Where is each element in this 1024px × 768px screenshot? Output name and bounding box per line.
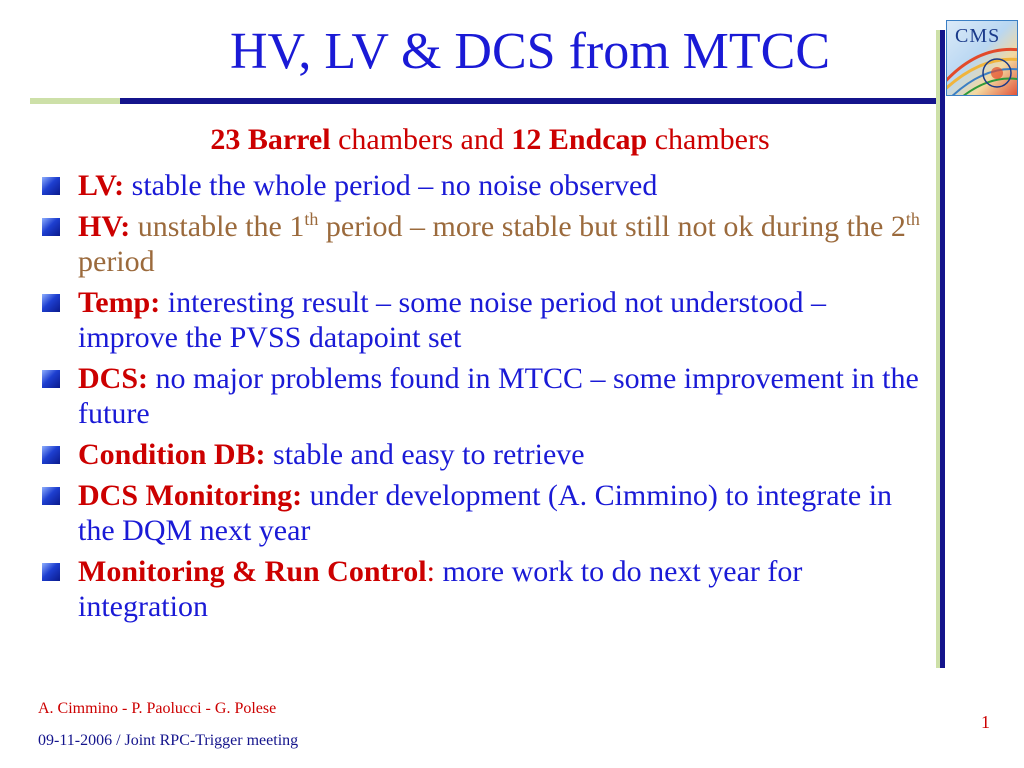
hv-text-part: period – more stable but still not ok during the 2 <box>318 210 906 243</box>
bullet-label: Monitoring & Run Control <box>78 555 427 588</box>
page-number: 1 <box>981 712 990 732</box>
bullet-item-dcs <box>40 361 930 431</box>
blue-square-bullet-icon <box>42 218 60 236</box>
side-rule <box>940 30 945 668</box>
bullet-label: DCS Monitoring: <box>78 479 303 512</box>
slide-title: HV, LV & DCS from MTCC <box>229 23 831 80</box>
superscript: th <box>304 209 319 229</box>
bullet-text: interesting result – some noise period not understood – improve the PVSS datapoint set <box>78 286 826 354</box>
bullet-text <box>78 210 920 278</box>
subhead-mid: chambers and <box>330 123 512 156</box>
bullet-label: Condition DB: <box>78 438 266 471</box>
bullet-text: under development (A. Cimmino) to integrate in the DQM next year <box>78 479 893 547</box>
bullet-text: more work to do next year for integration <box>78 555 803 623</box>
bullet-label: Temp: <box>78 286 161 319</box>
bullet-item-hv <box>40 209 930 279</box>
chamber-summary <box>60 120 920 160</box>
cms-logo <box>946 20 1018 96</box>
blue-square-bullet-icon <box>42 446 60 464</box>
bullet-item-dcs-monitoring <box>40 478 930 548</box>
blue-square-bullet-icon <box>42 177 60 195</box>
blue-square-bullet-icon <box>42 370 60 388</box>
bullet-text: stable and easy to retrieve <box>265 438 585 471</box>
hv-text-part: period <box>78 245 155 278</box>
bullet-label: LV: <box>78 169 125 202</box>
title-rule-accent <box>30 98 120 104</box>
bullet-text: no major problems found in MTCC – some improvement in the future <box>78 362 919 430</box>
superscript: th <box>905 209 920 229</box>
bullet-label: HV: <box>78 210 131 243</box>
logo-text: CMS <box>955 25 1001 47</box>
barrel-count: 23 Barrel <box>210 123 331 156</box>
bullet-list <box>40 168 930 630</box>
bullet-label: DCS: <box>78 362 149 395</box>
subhead-end: chambers <box>647 123 770 156</box>
endcap-count: 12 Endcap <box>511 123 648 156</box>
blue-square-bullet-icon <box>42 487 60 505</box>
bullet-text: stable the whole period – no noise observed <box>124 169 658 202</box>
blue-square-bullet-icon <box>42 563 60 581</box>
footer-authors: A. Cimmino - P. Paolucci - G. Polese <box>38 700 277 717</box>
hv-text-part: unstable the 1 <box>130 210 305 243</box>
bullet-item-condition-db <box>40 437 930 472</box>
bullet-item-lv <box>40 168 930 203</box>
blue-square-bullet-icon <box>42 294 60 312</box>
bullet-item-run-control <box>40 554 930 624</box>
bullet-item-temp <box>40 285 930 355</box>
footer-meeting: 09-11-2006 / Joint RPC-Trigger meeting <box>38 732 299 749</box>
title-rule <box>120 98 936 104</box>
bullet-colon: : <box>426 555 435 588</box>
